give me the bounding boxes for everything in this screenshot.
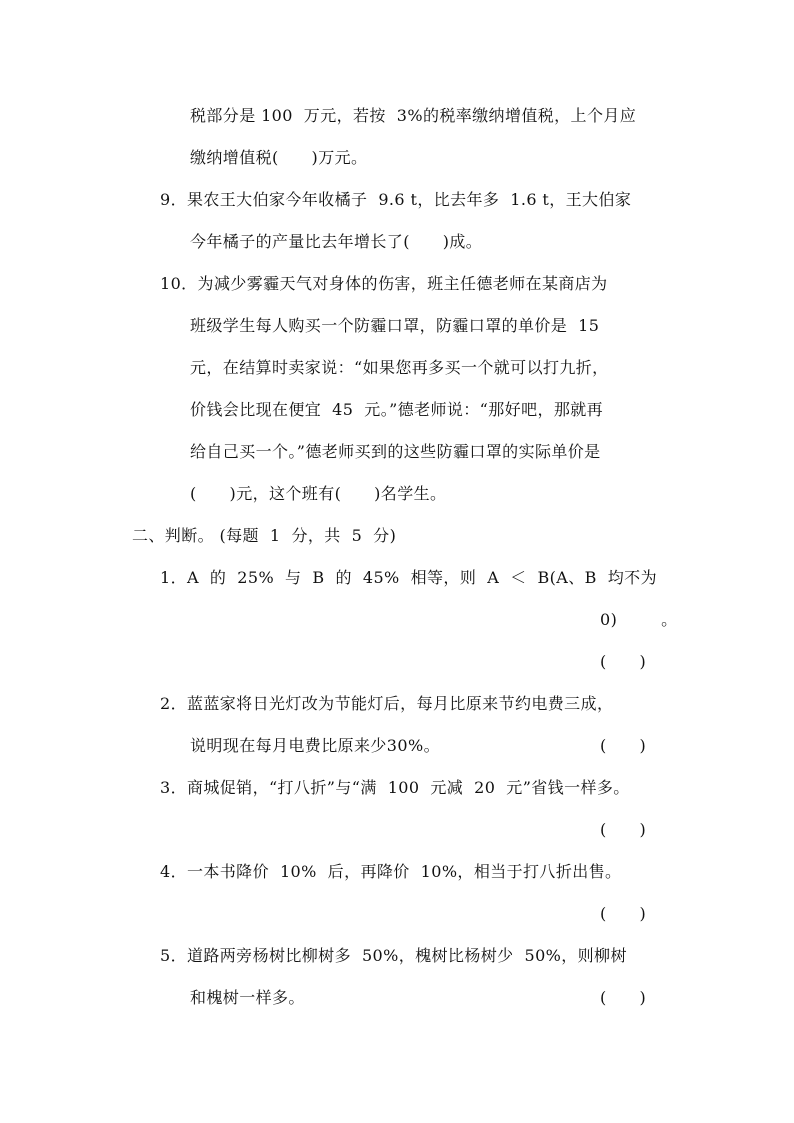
j2-text-line-1: 2．蓝蓝家将日光灯改为节能灯后，每月比原来节约电费三成， [160, 694, 614, 713]
q10-text-line-6: ( )元，这个班有( )名学生。 [190, 484, 447, 503]
j5-text-line-1: 5．道路两旁杨树比柳树多 50%，槐树比杨树少 50%，则柳树 [160, 946, 627, 965]
q10-text-line-5: 给自己买一个。”德老师买到的这些防霾口罩的实际单价是 [190, 442, 601, 461]
j2-answer-bracket: ( ) [600, 736, 647, 755]
j5-text-line-2: 和槐树一样多。 [190, 988, 305, 1007]
q8-text-line-3: 缴纳增值税( )万元。 [190, 148, 368, 167]
q10-text-line-2: 班级学生每人购买一个防霾口罩，防霾口罩的单价是 15 [190, 316, 600, 335]
j3-text-line-1: 3．商城促销，“打八折”与“满 100 元减 20 元”省钱一样多。 [160, 778, 630, 797]
j2-text-line-2: 说明现在每月电费比原来少30%。 [190, 736, 440, 755]
j1-text-line-2: 0) 。 [600, 610, 678, 629]
q8-text-line-2: 税部分是 100 万元，若按 3%的税率缴纳增值税，上个月应 [190, 106, 637, 125]
q10-text-line-1: 10．为减少雾霾天气对身体的伤害，班主任德老师在某商店为 [160, 274, 608, 293]
section-2-heading: 二、判断。 (每题 1 分，共 5 分) [132, 526, 397, 545]
j1-text-line-1: 1．A 的 25% 与 B 的 45% 相等，则 A ＜ B(A、B 均不为 [160, 568, 657, 587]
q9-text-line-2: 今年橘子的产量比去年增长了( )成。 [190, 232, 483, 251]
j5-answer-bracket: ( ) [600, 988, 647, 1007]
j4-answer-bracket: ( ) [600, 904, 647, 923]
j4-text-line-1: 4．一本书降价 10% 后，再降价 10%，相当于打八折出售。 [160, 862, 622, 881]
j3-answer-bracket: ( ) [600, 820, 647, 839]
q10-text-line-3: 元，在结算时卖家说：“如果您再多买一个就可以打九折， [190, 358, 609, 377]
q9-text-line-1: 9．果农王大伯家今年收橘子 9.6 t，比去年多 1.6 t，王大伯家 [160, 190, 632, 209]
j1-answer-bracket: ( ) [600, 652, 647, 671]
q10-text-line-4: 价钱会比现在便宜 45 元。”德老师说：“那好吧，那就再 [190, 400, 604, 419]
